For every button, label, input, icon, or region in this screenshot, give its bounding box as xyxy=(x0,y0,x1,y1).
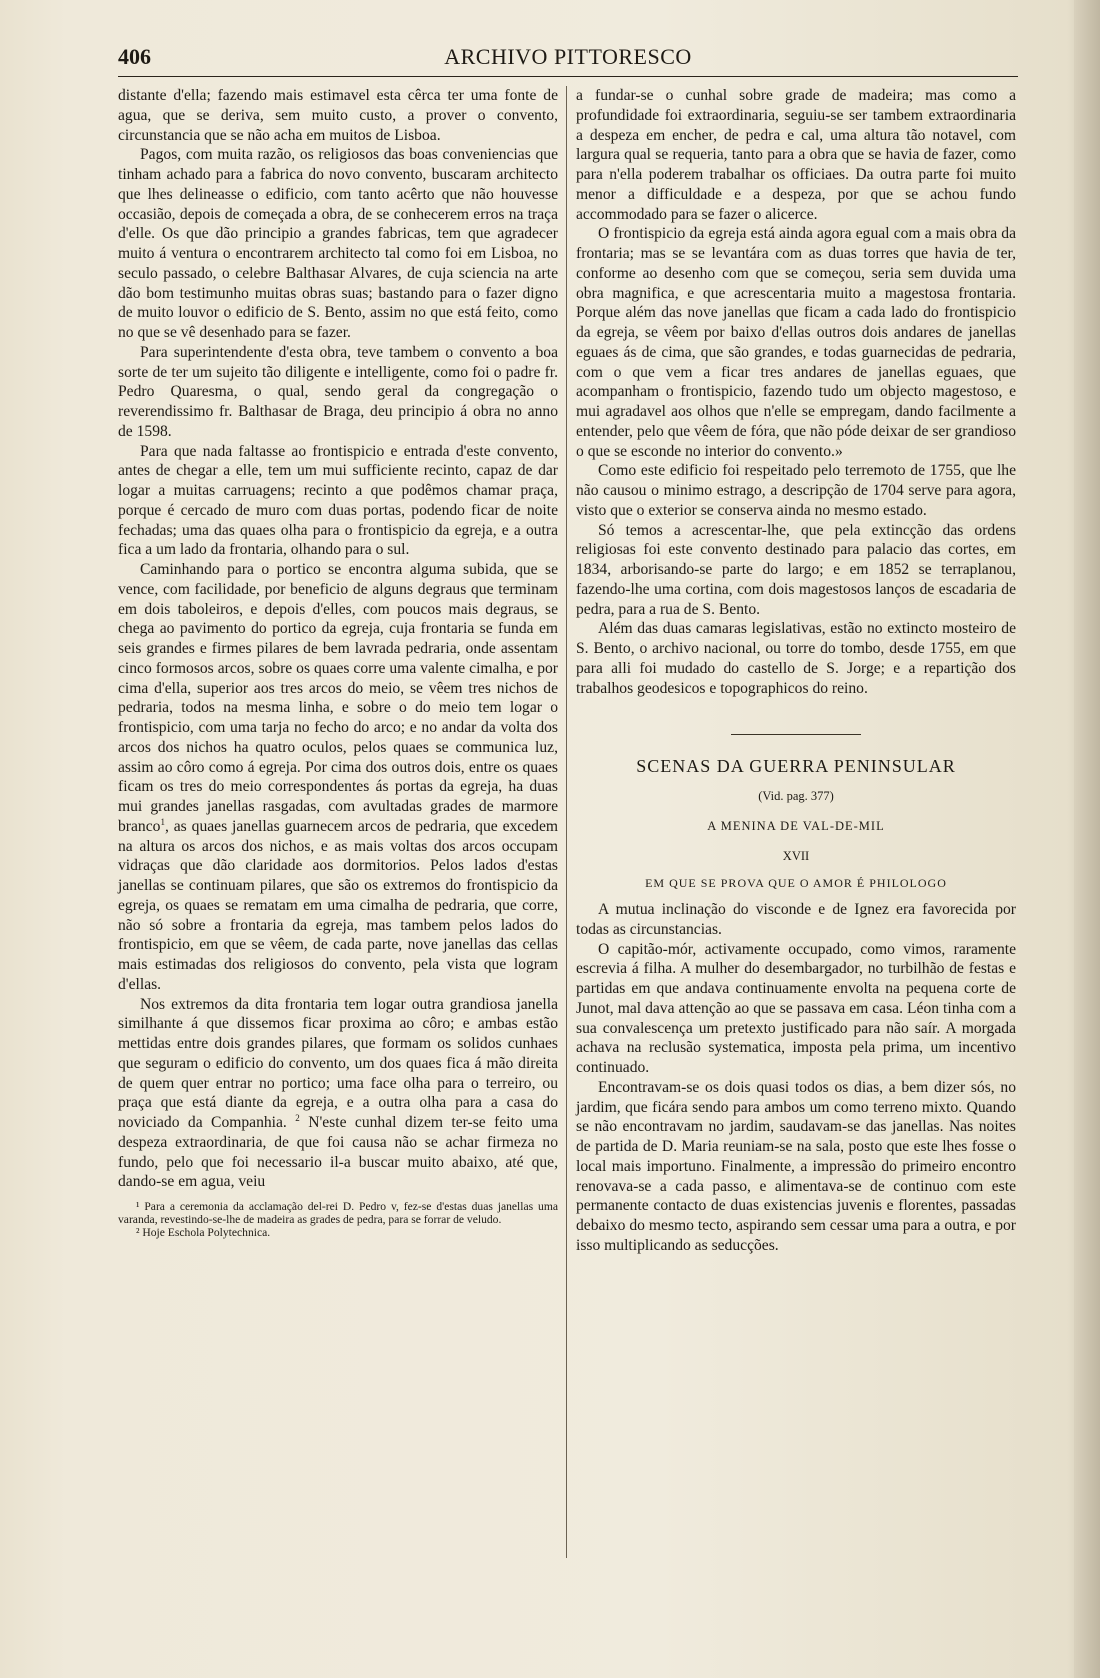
column-divider xyxy=(566,86,567,1558)
footnote-mark: 2 xyxy=(295,1112,300,1123)
right-column xyxy=(576,86,1016,1256)
paragraph: distante d'ella; fazendo mais estimavel esta cêrca ter uma fonte de agua, que se deriva, sem muito custo, a prover o convento, circunstancia que se não acha em muitos de Lisboa. xyxy=(118,87,558,144)
footnote: ² Hoje Eschola Polytechnica. xyxy=(136,1226,271,1239)
paragraph-text: Caminhando para o portico se encontra alguma subida, que se vence, com facilidade, por beneficio de alguns degraus que terminam em dois taboleiros, e depois d'elles, com poucos mais degraus, se chega ao pavimento do portico da egreja, cuja frontaria se funda em seis grandes e firmes pilares de bem lavrada pedraria, onde assentam cinco formosos arcos, sobre os quaes corre uma valente cimalha, e por cima d'ella, superior aos tres arcos do meio, se vêem tres nichos de pedraria, todos na mesma linha, e sobre o do meio tem logar o frontispicio, com uma tarja no fecho do arco; e no andar da volta dos arcos dos nichos ha quatro oculos, pelos quaes se communica luz, assim ao côro como á egreja. Por cima dos outros dois, entre os quaes ficam os tres do meio correspondentes ás portas da egreja, ha duas mui grandes janellas rasgadas, com avultadas grades de marmore branco xyxy=(118,561,558,835)
chapter-title: EM QUE SE PROVA QUE O AMOR É PHILOLOGO xyxy=(645,876,947,891)
section-divider xyxy=(731,734,861,735)
paragraph-text: Nos extremos da dita frontaria tem logar outra grandiosa janella similhante á que dissemos ficar proxima ao côro; e ambas estão mettidas entre dois grandes pilares, que formam os solidos cunhaes que seguram o edificio do convento, um dos quaes fica á mão direita de quem quer entrar no portico; uma face olha para o terreiro, ou praça que está diante da egreja, e a outra olha para a casa do noviciado da Companhia. xyxy=(118,995,558,1131)
paragraph: Para que nada faltasse ao frontispicio e entrada d'este convento, antes de chegar a elle, tem um mui sufficiente recinto, capaz de dar logar a muitas carruagens; recinto a que podêmos chamar praça, porque é cercado de muro com duas portas, podendo ficar de noite fechadas; uma das quaes olha para o frontispicio da egreja, e a outra fica a um lado da frontaria, olhando para o sul. xyxy=(118,442,558,559)
paragraph: Além das duas camaras legislativas, estão no extincto mosteiro de S. Bento, o archivo nacional, ou torre do tombo, desde 1755, em que para alli foi mudado do castello de S. Jorge; e a repartição dos trabalhos geodesicos e topographicos do reino. xyxy=(576,620,1016,697)
footnote-mark: 1 xyxy=(160,816,165,827)
section-title: SCENAS DA GUERRA PENINSULAR xyxy=(636,756,956,777)
paragraph: Para superintendente d'esta obra, teve tambem o convento a boa sorte de ter um sujeito tão diligente e intelligente, como foi o padre fr. Pedro Quaresma, o qual, sendo geral da congregação o reverendissimo fr. Balthasar de Braga, deu principio á obra no anno de 1598. xyxy=(118,343,558,440)
header-rule xyxy=(118,76,1018,77)
paragraph: Pagos, com muita razão, os religiosos das boas conveniencias que tinham achado para a fabrica do novo convento, buscaram architecto que lhes delineasse o edificio, com tanto acêrto que não houvesse occasião, depois de começada a obra, de se conhecerem erros na traça d'elle. Os que dão principio a grandes fabricas, tem que agradecer muito á ventura o encontrarem architecto tal como foi em Lisboa, no seculo passado, o celebre Balthasar Alvares, de cuja sciencia na arte dão bom testimunho muitas obras suas; bastando para o fazer digno de muito louvor o edificio de S. Bento, assim no que está feito, como no que se vê desenhado para se fazer. xyxy=(118,146,558,341)
paragraph xyxy=(118,995,558,1193)
page-edge xyxy=(1074,0,1100,1678)
left-column xyxy=(118,86,558,1239)
footnote: ¹ Para a ceremonia da acclamação del-rei D. Pedro v, fez-se d'estas duas janellas uma varanda, revestindo-se-lhe de madeira as grades de pedra, para se forrar de veludo. xyxy=(118,1200,558,1226)
page-header xyxy=(118,44,1018,76)
section-subtitle: A MENINA DE VAL-DE-MIL xyxy=(707,818,885,833)
paragraph: Encontravam-se os dois quasi todos os dias, a bem dizer sós, no jardim, que ficára sendo para ambos um como terreno mixto. Quando se não encontravam no jardim, saudavam-se das janellas. Nas noites de partida de D. Maria reuniam-se na sala, posto que este lhes fosse o local mais importuno. Finalmente, a impressão do primeiro encontro renovava-se a cada passo, e alimentava-se de continuo com este permanente contacto de duas existencias juvenis e florentes, passadas debaixo do mesmo tecto, aspirando sem cessar uma para a outra, e por isso multiplicando as seducções. xyxy=(576,1078,1016,1254)
paragraph-text: as quaes janellas guarnecem arcos de pedraria, que excedem na altura os arcos dos nichos, e as mais voltas dos arcos occupam vidraças que dão claridade aos dormitorios. Pelos lados d'estas janellas se continuam pilares, que são os extremos do frontispicio da egreja, os quaes se rematam em uma cimalha de pedraria, que corre, não só sobre a frontaria da egreja, mas tambem pelos lados do frontispicio, em que se vêem, de cada parte, nove janellas das cellas mais estimadas dos religiosos do convento, pela vista que logram d'ellas. xyxy=(118,817,558,993)
chapter-number: XVII xyxy=(782,848,810,863)
paragraph: Só temos a acrescentar-lhe, que pela extincção das ordens religiosas foi este convento destinado para palacio das cortes, em 1834, arborisando-se parte do largo; e em 1852 se terraplanou, fazendo-lhe uma cortina, com dois magestosos lanços de escadaria de pedra, para a rua de S. Bento. xyxy=(576,521,1016,618)
section-reference: (Vid. pag. 377) xyxy=(758,789,834,803)
paragraph: a fundar-se o cunhal sobre grade de madeira; mas como a profundidade foi extraordinaria, seguiu-se ser tambem extraordinaria a despeza em encher, de pedra e cal, uma altura tão notavel, com largura qual se requeria, tanto para a obra que se havia de fazer, como para n'ella poderem trabalhar os officiaes. Da outra parte foi muito menor a difficuldade e a despeza, por que se achou fundo accommodado para se fazer o alicerce. xyxy=(576,87,1016,223)
running-title: ARCHIVO PITTORESCO xyxy=(444,44,692,69)
paragraph-text: N'este cunhal dizem ter-se feito uma despeza extraordinaria, de que foi causa não se achar firmeza no fundo, pelo que foi necessario il-a buscar muito abaixo, até que, dando-se em agua, veiu xyxy=(118,1114,558,1191)
paragraph: Como este edificio foi respeitado pelo terremoto de 1755, que lhe não causou o minimo estrago, a descripção de 1704 serve para agora, visto que o exterior se conserva ainda no mesmo estado. xyxy=(576,462,1016,519)
paragraph: O frontispicio da egreja está ainda agora egual com a mais obra da frontaria; mas se se levantára com as duas torres que havia de ter, conforme ao desenho com que se começou, seria sem duvida uma obra magnifica, e que acrescentaria muito a magestosa frontaria. Porque além das nove janellas que ficam a cada lado do frontispicio da egreja, se vêem por baixo d'ellas outros dois andares de janellas eguaes ás de cima, que são grandes, e todas guarnecidas de pedraria, com o que vem a ficar tres andares de janellas eguaes, que acompanham o frontispicio, fazendo tudo um objecto magestoso, e mui agradavel aos olhos que n'elle se empregam, dando facilmente a entender, pelo que vêem de fóra, que não póde deixar de ser grandioso o que se esconde no interior do convento.» xyxy=(576,225,1016,460)
paragraph: A mutua inclinação do visconde e de Ignez era favorecida por todas as circunstancias. xyxy=(576,901,1016,938)
footnotes xyxy=(118,1200,558,1239)
paragraph: Caminhando para o portico se encontra alguma subida, que se vence, com facilidade, por beneficio de alguns degraus que terminam em dois taboleiros, e depois d'elles, com poucos mais degraus, se chega ao pavimento do portico da egreja, cuja frontaria se funda em seis grandes e firmes pilares de bem lavrada pedraria, onde assentam cinco formosos arcos, sobre os quaes corre uma valente cimalha, e por cima d'ella, superior aos tres arcos do meio, se vêem tres nichos de pedraria, todos na mesma linha, e sobre o do meio tem logar o frontispicio, com uma tarja no fecho do arco; e no andar da volta dos arcos dos nichos ha quatro oculos, pelos quaes se communica luz, assim ao côro como á egreja. Por cima dos outros dois, entre os quaes ficam os tres do meio correspondentes ás portas da egreja, ha duas mui grandes janellas rasgadas, com avultadas grades de marmore branco$^1$, as quaes janellas guarnecem arcos de pedraria, que excedem na altura os arcos dos nichos, e as mais voltas dos arcos occupam vidraças que dão claridade aos dormitorios. Pelos lados d'estas janellas se continuam pilares, que são os extremos do frontispicio da egreja, os quaes se rematam em uma cimalha de pedraria, que corre, não só sobre a frontaria da egreja, mas tambem pelos lados do frontispicio, em que se vêem, de cada parte, nove janellas das cellas mais estimadas dos religiosos do convento, pela vista que logram d'ellas. xyxy=(118,561,558,993)
page-number: 406 xyxy=(118,44,151,69)
paragraph: O capitão-mór, activamente occupado, como vimos, raramente escrevia á filha. A mulher do desembargador, no turbilhão de festas e partidas em que andava continuamente envolta na pequena corte de Junot, mal dava attenção ao que se passava em casa. Léon tinha com a sua convalescença um pretexto justificado para não saír. A morgada achava na reclusão systematica, imposta pela prima, um incentivo continuado. xyxy=(576,940,1016,1076)
